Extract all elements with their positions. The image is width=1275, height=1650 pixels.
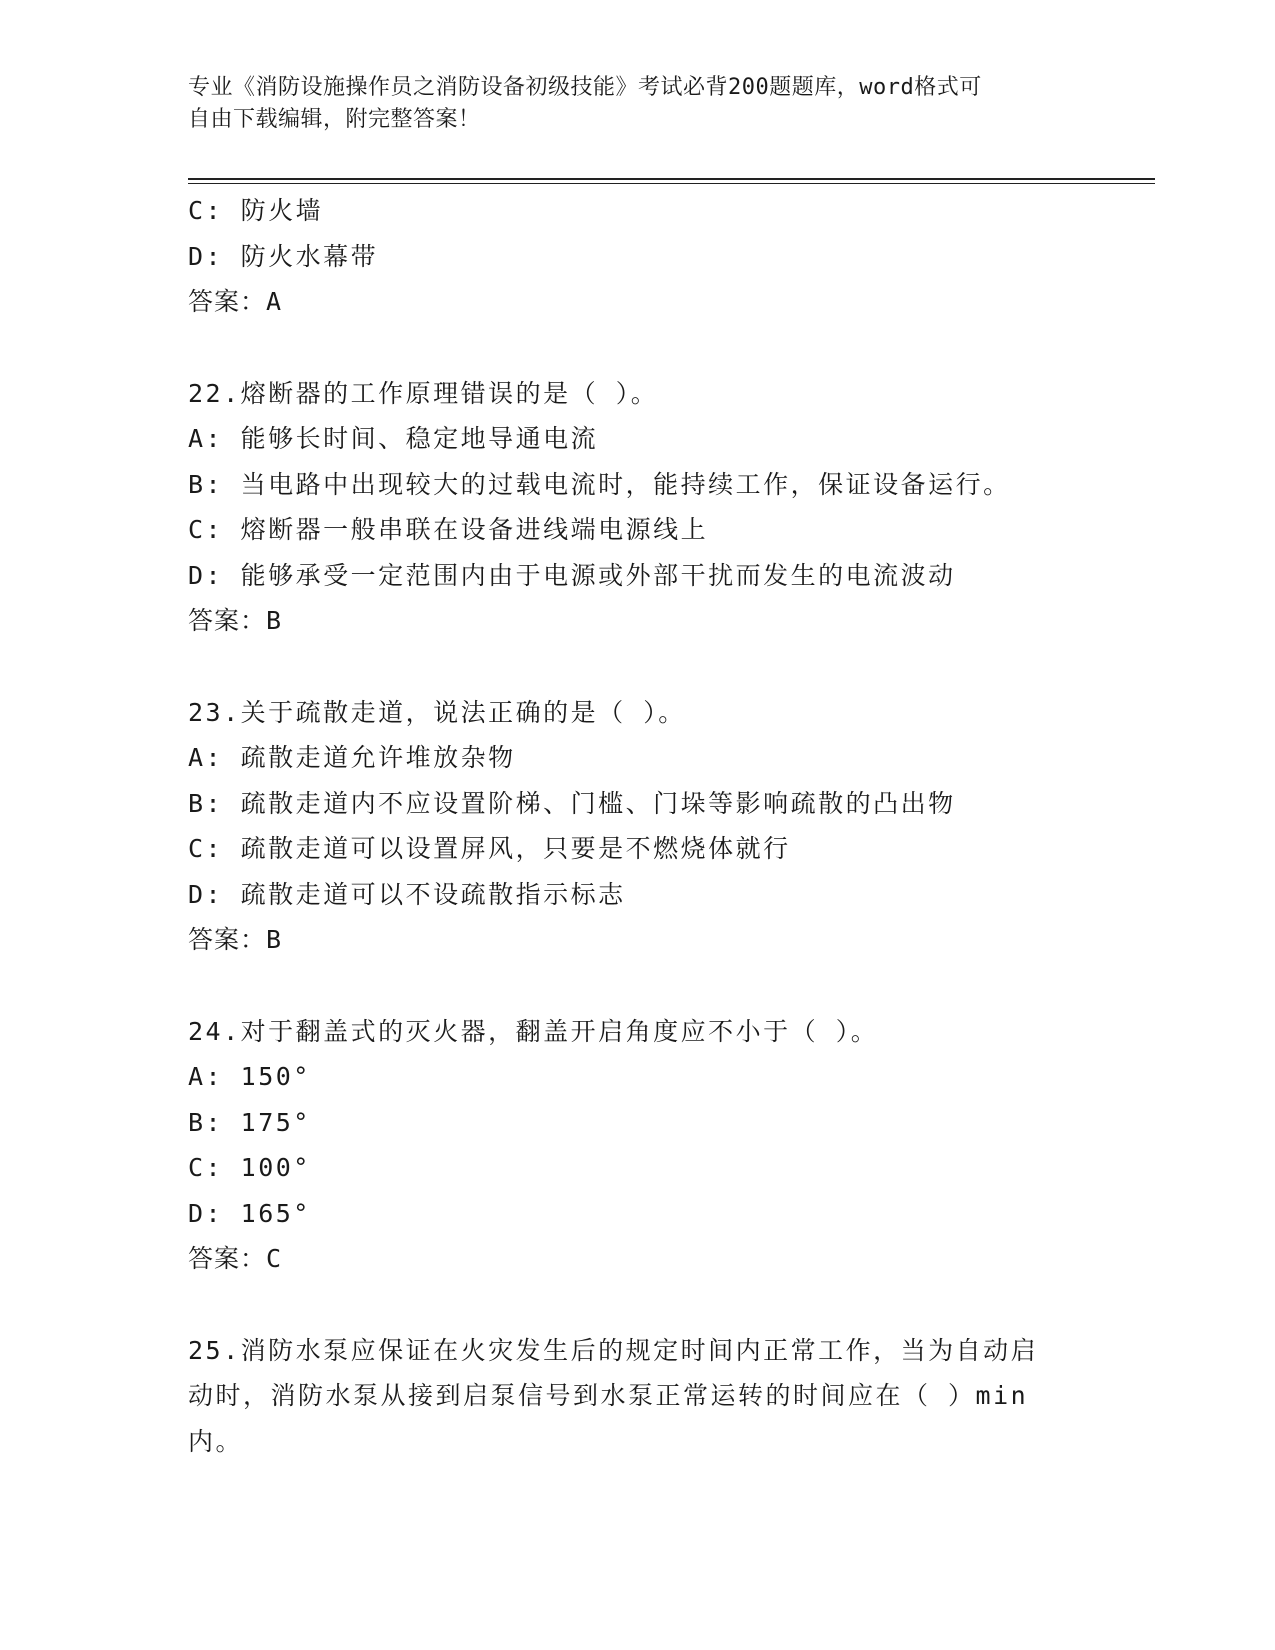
option-a: A: 疏散走道允许堆放杂物 xyxy=(188,743,516,772)
option-c: C: 100° xyxy=(188,1153,311,1182)
option-d: D: 能够承受一定范围内由于电源或外部干扰而发生的电流波动 xyxy=(188,560,956,590)
spacer xyxy=(188,325,1088,371)
header-divider-thin xyxy=(188,183,1155,184)
option-a: A: 能够长时间、稳定地导通电流 xyxy=(188,424,599,453)
document-header xyxy=(188,72,1088,136)
question-text-line-1: 25.消防水泵应保证在火灾发生后的规定时间内正常工作，当为自动启 xyxy=(188,1335,1039,1365)
question-text: 23.关于疏散走道，说法正确的是（ ）。 xyxy=(188,697,686,727)
question-text-line-2: 动时，消防水泵从接到启泵信号到水泵正常运转的时间应在（ ）min xyxy=(188,1381,1029,1410)
question-text-line-3: 内。 xyxy=(188,1426,244,1456)
option-d: D: 165° xyxy=(188,1198,311,1228)
option-d: D: 防火水幕带 xyxy=(188,241,379,271)
header-divider-thick xyxy=(188,178,1155,180)
spacer xyxy=(188,1282,1088,1328)
spacer xyxy=(188,644,1088,690)
question-24 xyxy=(188,1009,1088,1282)
header-line-2: 自由下载编辑，附完整答案！ xyxy=(188,107,481,132)
document-body xyxy=(188,188,1088,1464)
option-a: A: 150° xyxy=(188,1062,311,1091)
option-c: C: 疏散走道可以设置屏风，只要是不燃烧体就行 xyxy=(188,834,791,863)
option-c: C: 熔断器一般串联在设备进线端电源线上 xyxy=(188,515,709,544)
answer: 答案：B xyxy=(188,925,283,954)
option-b: B: 疏散走道内不应设置阶梯、门槛、门垛等影响疏散的凸出物 xyxy=(188,788,956,818)
question-25 xyxy=(188,1328,1088,1465)
option-c: C: 防火墙 xyxy=(188,196,324,225)
spacer xyxy=(188,963,1088,1009)
question-text: 22.熔断器的工作原理错误的是（ ）。 xyxy=(188,378,659,408)
option-b: B: 175° xyxy=(188,1107,311,1137)
answer: 答案：A xyxy=(188,287,283,316)
answer: 答案：B xyxy=(188,606,283,635)
answer: 答案：C xyxy=(188,1244,283,1273)
question-22 xyxy=(188,371,1088,644)
option-b: B: 当电路中出现较大的过载电流时，能持续工作，保证设备运行。 xyxy=(188,469,1011,499)
question-text: 24.对于翻盖式的灭火器，翻盖开启角度应不小于（ ）。 xyxy=(188,1016,879,1046)
question-21-tail xyxy=(188,188,1088,325)
header-line-1: 专业《消防设施操作员之消防设备初级技能》考试必背200题题库，word格式可 xyxy=(188,75,982,100)
question-23 xyxy=(188,690,1088,963)
option-d: D: 疏散走道可以不设疏散指示标志 xyxy=(188,879,626,909)
